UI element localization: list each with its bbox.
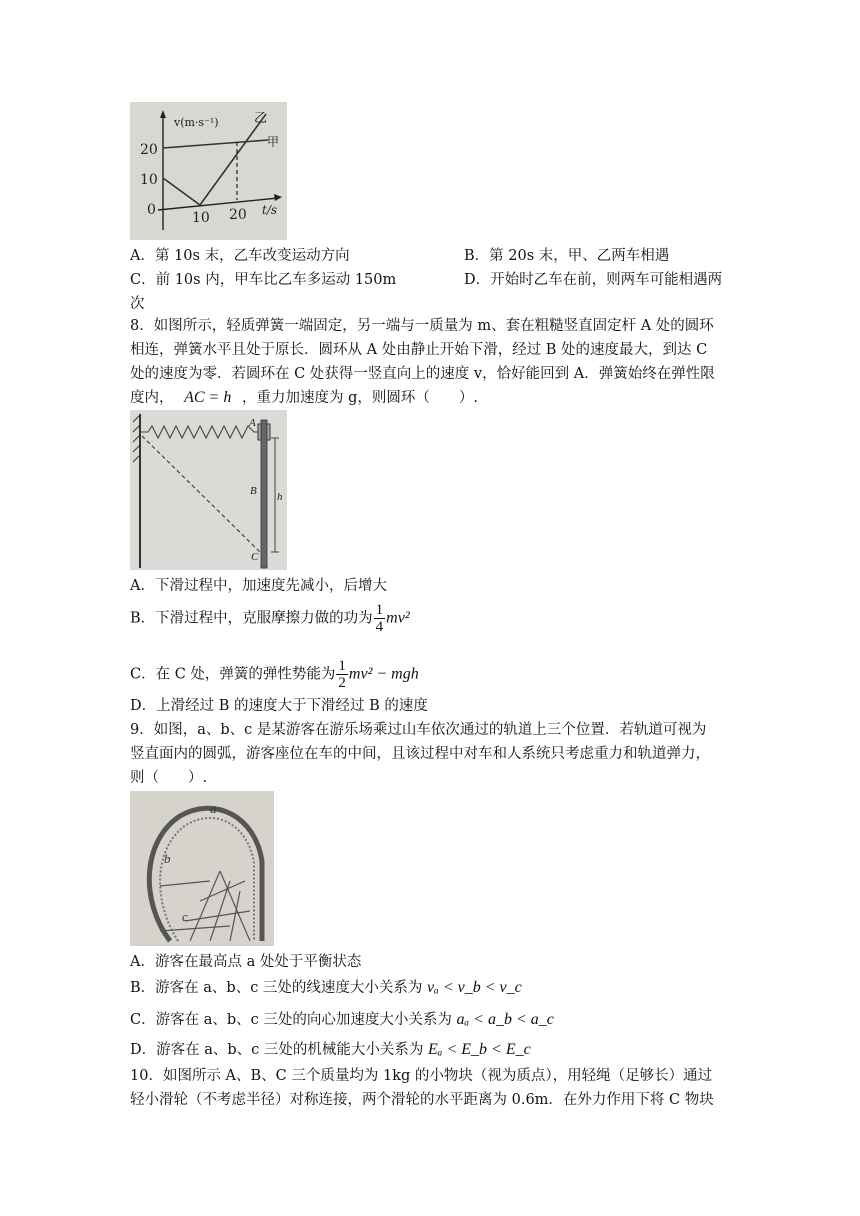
t-axis	[158, 198, 278, 210]
line-jia	[163, 140, 268, 148]
q8-option-c	[130, 658, 419, 691]
tick-y-0: 0	[147, 202, 156, 218]
label-jia: 甲	[267, 135, 280, 149]
q8-option-c-fraction: $\frac{1}{2}$	[338, 658, 346, 691]
q8-option-d: D．上滑经过 B 的速度大于下滑经过 B 的速度	[130, 698, 428, 714]
q8-stem-line-1: 8．如图所示，轻质弹簧一端固定，另一端与一质量为 m、套在粗糙竖直固定杆 A 处的圆环	[130, 318, 714, 334]
q8-stem-line-4-a: 度内，	[130, 390, 174, 406]
q8-option-b-text: B．下滑过程中，克服摩擦力做的功为	[130, 610, 373, 627]
v-axis-arrow	[160, 110, 166, 118]
point-b-label: B	[250, 485, 257, 497]
position-c-label: c	[182, 909, 188, 924]
loop-track-outer	[149, 808, 262, 941]
q7-option-b: B．第 20s 末，甲、乙两车相遇	[464, 248, 670, 264]
spring-ring-rod-svg	[130, 410, 287, 570]
loop-track-inner	[160, 818, 254, 941]
q7-option-c: C．前 10s 内，甲车比乙车多运动 150m	[130, 272, 397, 288]
point-c-label: C	[251, 551, 259, 563]
q9-option-b	[130, 978, 522, 998]
q8-option-c-text: C．在 C 处，弹簧的弹性势能为	[130, 666, 336, 683]
position-a-label: a	[210, 801, 217, 816]
q9-option-c	[130, 1010, 554, 1030]
q10-stem-line-1: 10．如图所示 A、B、C 三个质量均为 1kg 的小物块（视为质点），用轻绳（足够长）通过	[130, 1068, 713, 1084]
q8-stem-line-4	[130, 388, 478, 408]
q10-stem-line-2: 轻小滑轮（不考虑半径）对称连接，两个滑轮的水平距离为 0.6m．在外力作用下将 C 物块	[130, 1092, 714, 1108]
roller-coaster-photo	[130, 791, 274, 946]
q7-option-d: D．开始时乙车在前，则两车可能相遇两	[464, 272, 723, 288]
spring-ring-rod-figure	[130, 410, 287, 570]
q9-option-d-text: D．游客在 a、b、c 三处的机械能大小关系为	[130, 1042, 424, 1058]
q9-stem-line-2: 竖直面内的圆弧，游客座位在车的中间，且该过程中对车和人系统只考虑重力和轨道弹力，	[130, 746, 710, 762]
q8-option-a: A．下滑过程中，加速度先减小，后增大	[130, 578, 387, 594]
t-axis-arrow	[274, 194, 282, 201]
q8-stem-line-2: 相连，弹簧水平且处于原长．圆环从 A 处由静止开始下滑，经过 B 处的速度最大，到达 C	[130, 342, 708, 358]
tick-y-10: 10	[140, 172, 158, 188]
q8-option-c-expr: mv² − mgh	[348, 665, 419, 683]
tick-y-20: 20	[140, 142, 158, 158]
velocity-time-graph-svg	[130, 102, 287, 240]
q9-option-b-relation: vₐ < v_b < v_c	[427, 979, 522, 996]
support-structure	[160, 871, 250, 941]
point-a-label: A	[249, 417, 256, 429]
q9-option-c-text: C．游客在 a、b、c 三处的向心加速度大小关系为	[130, 1012, 452, 1028]
velocity-time-graph-figure	[130, 102, 287, 240]
q9-option-d-relation: Eₐ < E_b < E_c	[428, 1041, 531, 1058]
q8-stem-line-3: 处的速度为零．若圆环在 C 处获得一竖直向上的速度 v，恰好能回到 A．弹簧始终在弹性限	[130, 366, 715, 382]
q9-option-b-text: B．游客在 a、b、c 三处的线速度大小关系为	[130, 980, 423, 996]
position-b-label: b	[164, 851, 171, 866]
v-axis-label: v(m·s⁻¹)	[174, 116, 219, 129]
q8-option-b	[130, 602, 410, 635]
q9-option-a: A．游客在最高点 a 处处于平衡状态	[130, 954, 362, 970]
tick-x-20: 20	[229, 207, 247, 223]
q8-option-b-fraction: $\frac{1}{4}$	[375, 602, 384, 635]
q9-stem-line-3: 则（ ）.	[130, 770, 208, 786]
t-axis-label: t/s	[262, 203, 278, 217]
spring	[140, 426, 258, 438]
q7-option-d-wrap: 次	[130, 296, 145, 312]
wall-hatching	[133, 415, 140, 462]
q9-stem-line-1: 9．如图，a、b、c 是某游客在游乐场乘过山车依次通过的轨道上三个位置．若轨道可视为	[130, 722, 707, 738]
dashed-spring-final	[142, 436, 260, 552]
tick-x-10: 10	[192, 210, 210, 226]
q8-ac-equals-h: AC = h	[184, 389, 232, 406]
roller-coaster-svg	[130, 791, 274, 946]
q9-option-d	[130, 1040, 531, 1060]
rod	[261, 420, 267, 568]
q8-option-b-expr: mv²	[386, 609, 410, 627]
q8-stem-line-4-b: ，重力加速度为 g，则圆环（ ）.	[241, 390, 478, 406]
q9-option-c-relation: aₐ < a_b < a_c	[456, 1011, 554, 1028]
label-yi: 乙	[254, 111, 268, 126]
q7-option-a: A．第 10s 末，乙车改变运动方向	[130, 248, 350, 264]
h-label: h	[277, 491, 283, 503]
